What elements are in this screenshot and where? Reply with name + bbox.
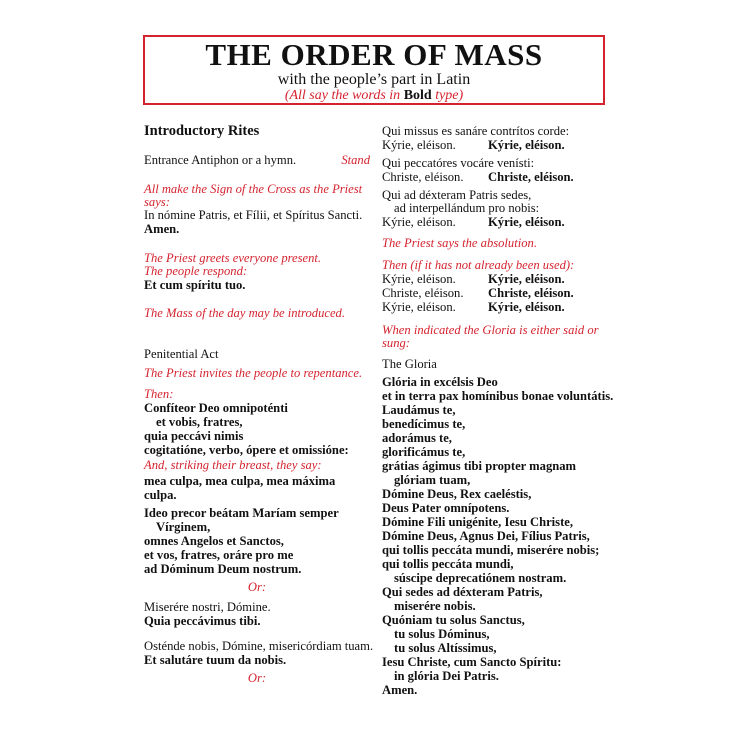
note-before: (All say the words in bbox=[284, 88, 401, 103]
mea-culpa-line-1: mea culpa, mea culpa, mea máxima bbox=[144, 474, 336, 488]
rubric-sign-cross-2: says: bbox=[144, 195, 170, 209]
gloria-heading: The Gloria bbox=[382, 357, 437, 371]
page-subtitle: with the people’s part in Latin bbox=[277, 71, 471, 88]
gloria-line: Iesu Christe, cum Sancto Spíritu: bbox=[382, 655, 562, 669]
christe-priest-2: Christe, eléison. bbox=[382, 286, 464, 300]
gloria-line: in glória Dei Patris. bbox=[394, 669, 499, 683]
qui-missus: Qui missus es sanáre contrítos corde: bbox=[382, 124, 570, 138]
gloria-line: et in terra pax homínibus bonae voluntátis. bbox=[382, 389, 614, 403]
gloria-line: glorificámus te, bbox=[382, 445, 466, 459]
christe-priest-1: Christe, eléison. bbox=[382, 170, 464, 184]
gloria-line: qui tollis peccáta mundi, miserére nobis; bbox=[382, 543, 600, 557]
stand-instruction: Stand bbox=[341, 153, 370, 167]
quia-response: Quia peccávimus tibi. bbox=[144, 614, 261, 628]
title-box bbox=[143, 35, 605, 105]
or-divider-1: Or: bbox=[247, 580, 267, 594]
confiteor-line-1: Confíteor Deo omnipoténti bbox=[144, 401, 288, 415]
christe-response-1: Christe, eléison. bbox=[488, 170, 574, 184]
gloria-line: Qui sedes ad déxteram Patris, bbox=[382, 585, 543, 599]
gloria-line: glóriam tuam, bbox=[394, 473, 471, 487]
entrance-antiphon: Entrance Antiphon or a hymn. bbox=[144, 153, 297, 167]
gloria-line: Dómine Deus, Agnus Dei, Fílius Patris, bbox=[382, 529, 590, 543]
rubric-sign-cross-1: All make the Sign of the Cross as the Priest bbox=[144, 182, 363, 196]
gloria-line: grátias ágimus tibi propter magnam bbox=[382, 459, 577, 473]
gloria-line: tu solus Altíssimus, bbox=[394, 641, 497, 655]
rubric-striking: And, striking their breast, they say: bbox=[144, 458, 322, 472]
gloria-line: Quóniam tu solus Sanctus, bbox=[382, 613, 525, 627]
note-after: type) bbox=[435, 88, 464, 103]
qui-peccatores: Qui peccatóres vocáre venísti: bbox=[382, 156, 535, 170]
rubric-gloria-1: When indicated the Gloria is either said or bbox=[382, 323, 599, 337]
gloria-line: benedícimus te, bbox=[382, 417, 466, 431]
gloria-line: Glória in excélsis Deo bbox=[382, 375, 498, 389]
in-nomine: In nómine Patris, et Fílii, et Spíritus Sancti. bbox=[144, 208, 363, 222]
ideo-line-4: et vos, fratres, oráre pro me bbox=[144, 548, 294, 562]
gloria-line: Dómine Deus, Rex caeléstis, bbox=[382, 487, 532, 501]
page-title: THE ORDER OF MASS bbox=[205, 37, 543, 72]
et-cum-response: Et cum spíritu tuo. bbox=[144, 278, 246, 292]
kyrie-priest-4: Kýrie, eléison. bbox=[382, 300, 456, 314]
mea-culpa-line-2: culpa. bbox=[144, 488, 177, 502]
qui-ad-line-1: Qui ad déxteram Patris sedes, bbox=[382, 188, 532, 202]
miserere-line: Miserére nostri, Dómine. bbox=[144, 600, 271, 614]
section-heading-introductory-rites: Introductory Rites bbox=[144, 123, 260, 139]
confiteor-line-2: et vobis, fratres, bbox=[156, 415, 243, 429]
rubric-absolution: The Priest says the absolution. bbox=[382, 236, 537, 250]
rubric-gloria-2: sung: bbox=[382, 336, 410, 350]
gloria-line: Laudámus te, bbox=[382, 403, 456, 417]
amen-response: Amen. bbox=[144, 222, 180, 236]
ideo-line-2: Vírginem, bbox=[156, 520, 211, 534]
gloria-line: qui tollis peccáta mundi, bbox=[382, 557, 514, 571]
rubric-then: Then: bbox=[144, 387, 174, 401]
rubric-respond: The people respond: bbox=[144, 264, 248, 278]
penitential-act-heading: Penitential Act bbox=[144, 347, 219, 361]
ideo-line-3: omnes Angelos et Sanctos, bbox=[144, 534, 284, 548]
ideo-line-5: ad Dóminum Deum nostrum. bbox=[144, 562, 302, 576]
gloria-line: súscipe deprecatiónem nostram. bbox=[394, 571, 567, 585]
rubric-then-if: Then (if it has not already been used): bbox=[382, 258, 575, 272]
rubric-greets: The Priest greets everyone present. bbox=[144, 251, 322, 265]
rubric-mass-day: The Mass of the day may be introduced. bbox=[144, 306, 345, 320]
kyrie-priest-2: Kýrie, eléison. bbox=[382, 215, 456, 229]
gloria-line: miserére nobis. bbox=[394, 599, 476, 613]
or-divider-2: Or: bbox=[247, 671, 267, 685]
gloria-line: tu solus Dóminus, bbox=[394, 627, 490, 641]
confiteor-line-3: quia peccávi nimis bbox=[144, 429, 244, 443]
et-salutare-response: Et salutáre tuum da nobis. bbox=[144, 653, 287, 667]
rubric-invites: The Priest invites the people to repentance. bbox=[144, 366, 363, 380]
gloria-line: Dómine Fili unigénite, Iesu Christe, bbox=[382, 515, 574, 529]
kyrie-response-1: Kýrie, eléison. bbox=[488, 138, 565, 152]
ostende-line: Osténde nobis, Dómine, misericórdiam tuam. bbox=[144, 639, 374, 653]
kyrie-response-3: Kýrie, eléison. bbox=[488, 272, 565, 286]
gloria-line: Deus Pater omnípotens. bbox=[382, 501, 510, 515]
kyrie-priest-3: Kýrie, eléison. bbox=[382, 272, 456, 286]
note-bold-word: Bold bbox=[403, 88, 432, 103]
kyrie-priest-1: Kýrie, eléison. bbox=[382, 138, 456, 152]
christe-response-2: Christe, eléison. bbox=[488, 286, 574, 300]
kyrie-response-2: Kýrie, eléison. bbox=[488, 215, 565, 229]
kyrie-response-4: Kýrie, eléison. bbox=[488, 300, 565, 314]
ideo-line-1: Ideo precor beátam Maríam semper bbox=[144, 506, 339, 520]
confiteor-line-4: cogitatióne, verbo, ópere et omissióne: bbox=[144, 443, 349, 457]
qui-ad-line-2: ad interpellándum pro nobis: bbox=[394, 201, 540, 215]
gloria-line: adorámus te, bbox=[382, 431, 452, 445]
gloria-line: Amen. bbox=[382, 683, 418, 697]
instruction-note bbox=[145, 87, 603, 104]
